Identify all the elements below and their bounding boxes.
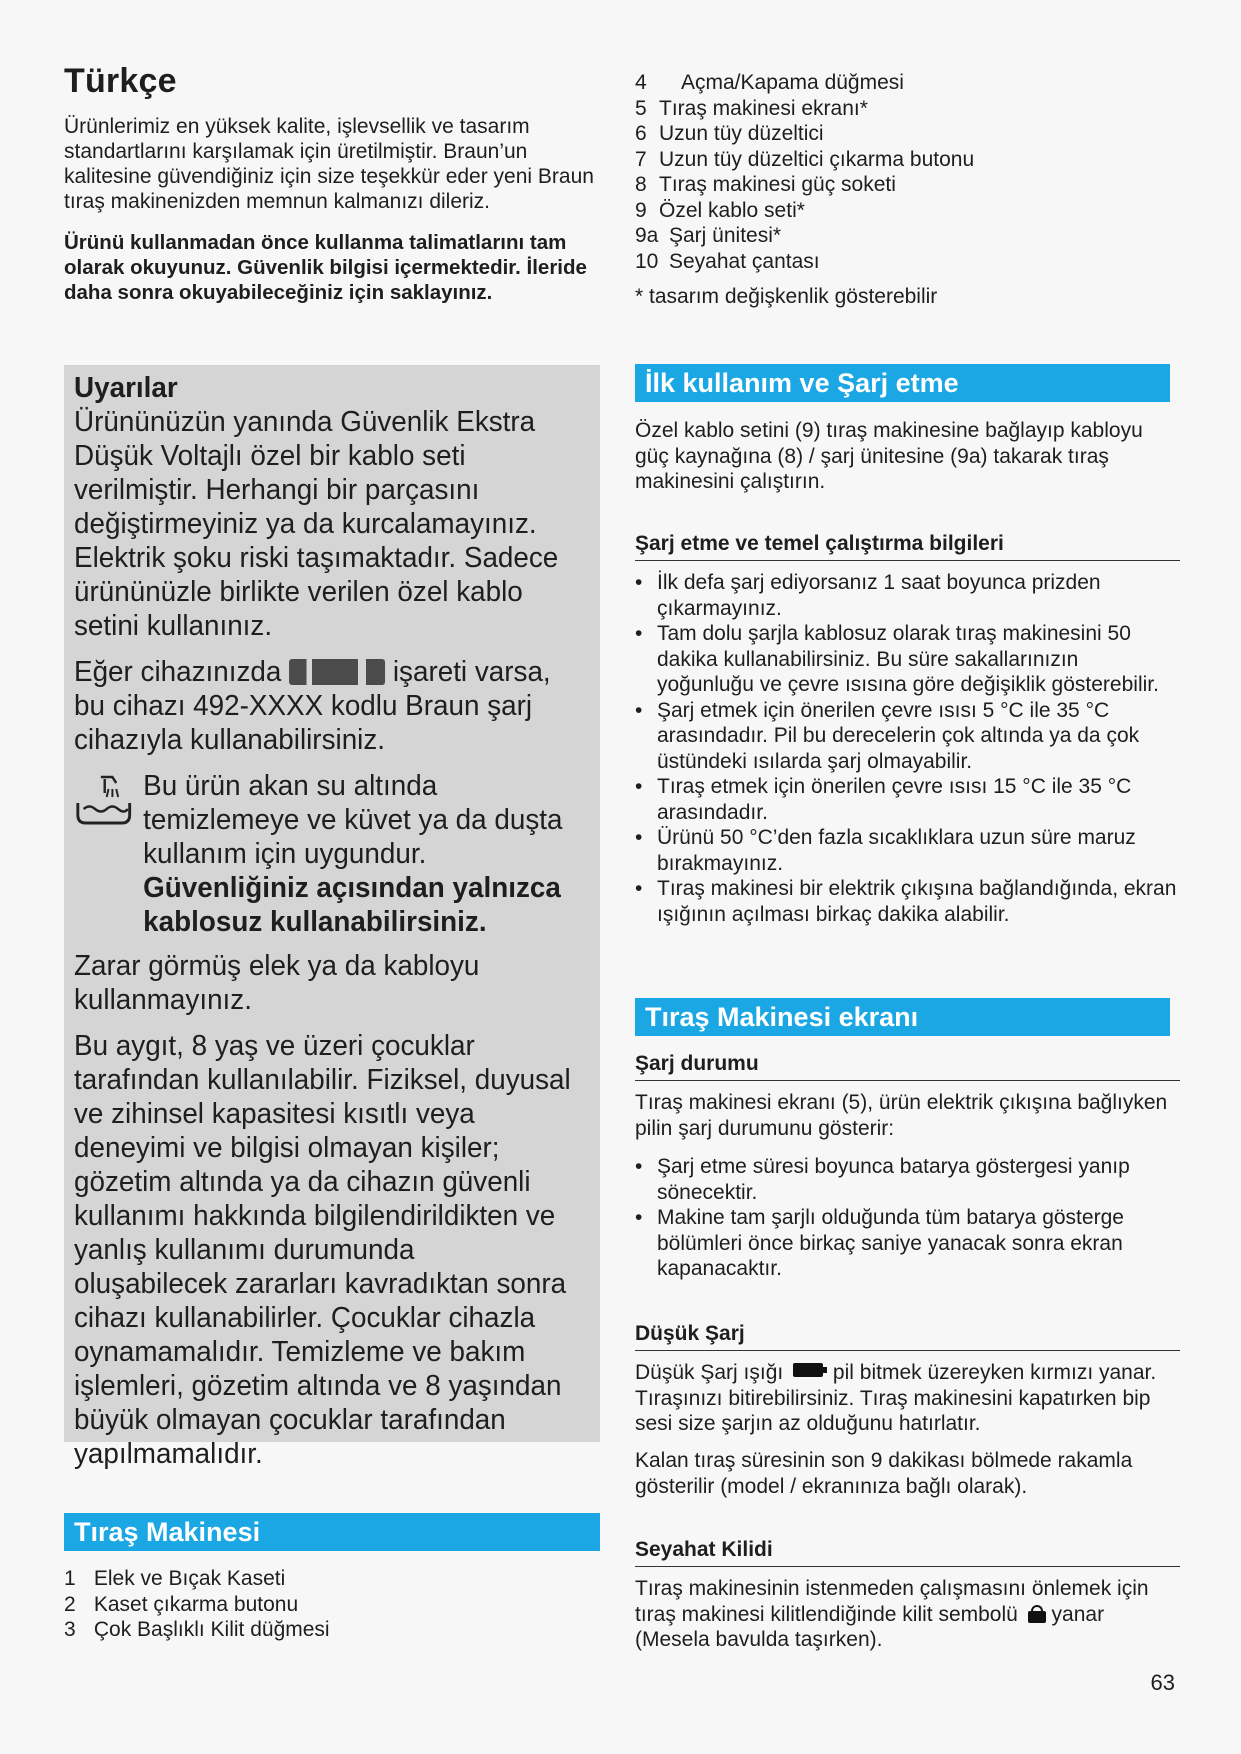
water-bath-icon xyxy=(74,773,134,833)
lock-icon xyxy=(1028,1605,1046,1623)
warning-charger-compat xyxy=(74,655,573,757)
charger-mark-icon xyxy=(289,659,385,685)
water-safety-bold: Güvenliğiniz açısından yalnızca kablosuz kullanabilirsiniz. xyxy=(143,872,561,938)
section-bar-shaver: Tıraş Makinesi xyxy=(64,1513,600,1551)
list-item: 5 Tıraş makinesi ekranı* xyxy=(635,96,868,120)
list-item: • Şarj etme süresi boyunca batarya göstergesi yanıp sönecektir. xyxy=(635,1154,1180,1205)
list-item: 3 Çok Başlıklı Kilit düğmesi xyxy=(64,1618,330,1641)
list-item: • Tıraş makinesi bir elektrik çıkışına bağlandığında, ekran ışığının açılması birkaç dakika alabilir. xyxy=(635,876,1180,927)
charging-info-list xyxy=(635,570,1180,927)
design-footnote: * tasarım değişkenlik gösterebilir xyxy=(635,285,938,308)
section-bar-first-use: İlk kullanım ve Şarj etme xyxy=(635,364,1170,402)
warnings-box xyxy=(64,365,600,1470)
charge-status-list xyxy=(635,1154,1180,1282)
charge-status-text: Tıraş makinesi ekranı (5), ürün elektrik çıkışına bağlıyken pilin şarj durumunu gösterir: xyxy=(635,1091,1168,1140)
section-bar-display: Tıraş Makinesi ekranı xyxy=(635,998,1170,1036)
warnings-title: Uyarılar xyxy=(74,372,178,404)
low-charge-text: Düşük Şarj ışığı pil bitmek üzereyken kırmızı yanar. Tıraşınızı bitirebilirsiniz. Tıraş makinesini kapatırken bip sesi size şarjın az olduğunu hatırlatır. xyxy=(635,1361,1157,1435)
list-item: 8 Tıraş makinesi güç soketi xyxy=(635,173,896,196)
list-item: • Makine tam şarjlı olduğunda tüm batarya gösterge bölümleri önce birkaç saniye yanacak sonra ekran kapanacaktır. xyxy=(635,1205,1180,1282)
list-item: 9a Şarj ünitesi* xyxy=(635,224,782,247)
travel-lock-heading: Seyahat Kilidi xyxy=(635,1538,1180,1567)
low-charge-text-2: Kalan tıraş süresinin son 9 dakikası bölmede rakamla gösterilir (model / ekranınıza bağlı olarak). xyxy=(635,1449,1133,1498)
charging-info-heading: Şarj etme ve temel çalıştırma bilgileri xyxy=(635,532,1180,561)
list-item: 2 Kaset çıkarma butonu xyxy=(64,1592,299,1616)
list-item: • Şarj etmek için önerilen çevre ısısı 5 °C ile 35 °C arasındadır. Pil bu derecelerin çok altında ya da çok üstündeki ısılarda şarj olmayabilir. xyxy=(635,698,1180,775)
list-item: • İlk defa şarj ediyorsanız 1 saat boyunca prizden çıkarmayınız. xyxy=(635,570,1180,621)
list-item: 6 Uzun tüy düzeltici xyxy=(635,122,824,145)
page-title: Türkçe xyxy=(64,62,177,100)
first-use-text: Özel kablo setini (9) tıraş makinesine bağlayıp kabloyu güç kaynağına (8) / şarj ünitesine (9a) takarak tıraş makinesini çalıştırın. xyxy=(635,419,1143,493)
intro-bold-paragraph: Ürünü kullanmadan önce kullanma talimatlarını tam olarak okuyunuz. Güvenlik bilgisi içermektedir. İleride daha sonra okuyabileceğiniz için saklayınız. xyxy=(64,231,587,304)
parts-list-continued xyxy=(635,70,974,274)
page-number: 63 xyxy=(1150,1670,1175,1695)
water-usage-text: Bu ürün akan su altında temizlemeye ve küvet ya da duşta kullanım için uygundur. xyxy=(143,770,563,870)
charger-compat-after: işareti varsa, bu cihazı 492-XXXX kodlu Braun şarj cihazıyla kullanabilirsiniz. xyxy=(74,656,551,756)
battery-icon xyxy=(793,1363,823,1377)
list-item: • Ürünü 50 °C’den fazla sıcaklıklara uzun süre maruz bırakmayınız. xyxy=(635,825,1180,876)
list-item: 7 Uzun tüy düzeltici çıkarma butonu xyxy=(635,147,975,171)
shaver-parts-list xyxy=(64,1566,330,1643)
water-safety-text xyxy=(143,769,573,939)
charger-compat-before: Eğer cihazınızda xyxy=(74,656,282,688)
list-item: 9 Özel kablo seti* xyxy=(635,198,805,222)
list-item: • Tam dolu şarjla kablosuz olarak tıraş makinesini 50 dakika kullanabilirsiniz. Bu süre sakallarınızın yoğunluğu ve çevre ısısına göre değişiklik gösterebilir. xyxy=(635,621,1180,698)
travel-lock-text: Tıraş makinesinin istenmeden çalışmasını önlemek için tıraş makinesi kilitlendiğinde kilit sembolü yanar (Mesela bavulda taşırken). xyxy=(635,1577,1149,1651)
water-safety-row xyxy=(74,769,573,939)
list-item: 10 Seyahat çantası xyxy=(635,249,820,273)
list-item: 1 Elek ve Bıçak Kaseti xyxy=(64,1567,286,1590)
warning-cable-set: Ürününüzün yanında Güvenlik Ekstra Düşük Voltajlı özel bir kablo seti verilmiştir. Herhangi bir parçasını değiştirmeyiniz ya da kurcalamayınız. Elektrik şoku riski taşımaktadır. Sadece ürününüzle birlikte verilen özel kablo setini kullanınız. xyxy=(74,406,559,642)
list-item: 4 Açma/Kapama düğmesi xyxy=(635,71,904,94)
warning-damaged: Zarar görmüş elek ya da kabloyu kullanmayınız. xyxy=(74,950,480,1016)
list-item: • Tıraş etmek için önerilen çevre ısısı 15 °C ile 35 °C arasındadır. xyxy=(635,774,1180,825)
charge-status-heading: Şarj durumu xyxy=(635,1052,1180,1081)
intro-paragraph: Ürünlerimiz en yüksek kalite, işlevsellik ve tasarım standartlarını karşılamak için üretilmiştir. Braun’un kalitesine güvendiğiniz için size teşekkür eder yeni Braun tıraş makinenizden memnun kalmanızı dileriz. xyxy=(64,115,594,213)
warning-children: Bu aygıt, 8 yaş ve üzeri çocuklar tarafından kullanılabilir. Fiziksel, duyusal ve zihinsel kapasitesi kısıtlı veya deneyimi ve bilgisi olmayan kişiler; gözetim altında ya da cihazın güvenli kullanımı hakkında bilgilendirildikten ve yanlış kullanımı durumunda oluşabilecek zararları kavradıktan sonra cihazı kullanabilirler. Çocuklar cihazla oynamamalıdır. Temizleme ve bakım işlemleri, gözetim altında ve 8 yaşından büyük olmayan çocuklar tarafından yapılmamalıdır. xyxy=(74,1030,571,1470)
low-charge-heading: Düşük Şarj xyxy=(635,1322,1180,1351)
warnings-content xyxy=(74,371,573,1483)
